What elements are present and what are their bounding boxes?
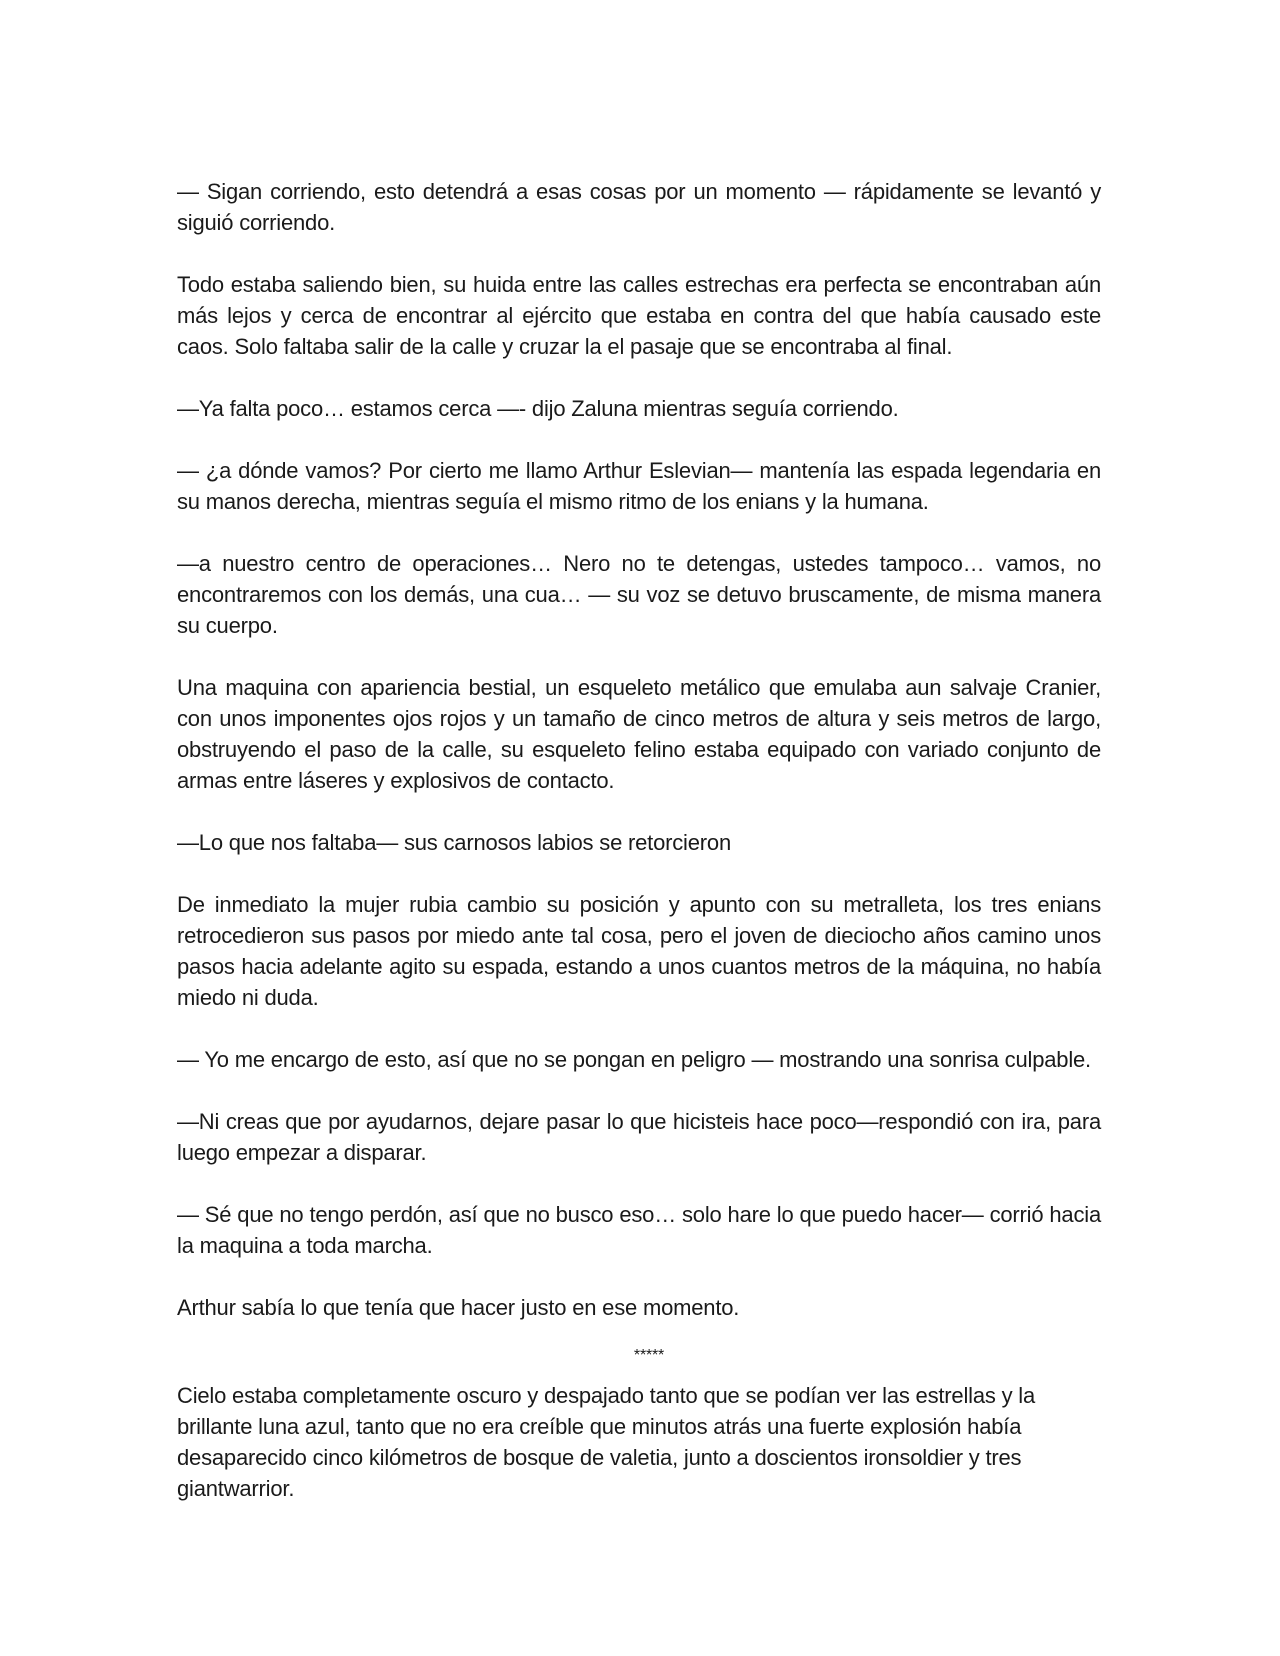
section-separator: *****: [633, 1347, 665, 1364]
document-page: [177, 176, 1101, 1535]
paragraph-9: — Yo me encargo de esto, así que no se pongan en peligro — mostrando una sonrisa culpable.: [177, 1047, 1091, 1072]
final-paragraph: Cielo estaba completamente oscuro y despajado tanto que se podían ver las estrellas y la brillante luna azul, tanto que no era creíble que minutos atrás una fuerte explosión había desaparecido cinco kilómetros de bosque de valetia, junto a doscientos ironsoldier y tres giantwarrior.: [177, 1383, 1036, 1501]
paragraph-12: Arthur sabía lo que tenía que hacer justo en ese momento.: [177, 1295, 740, 1320]
paragraph-5: —a nuestro centro de operaciones… Nero no te detengas, ustedes tampoco… vamos, no encontraremos con los demás, una cua… — su voz se detuvo bruscamente, de misma manera su cuerpo.: [177, 551, 1101, 638]
paragraph-2: Todo estaba saliendo bien, su huida entre las calles estrechas era perfecta se encontraban aún más lejos y cerca de encontrar al ejército que estaba en contra del que había causado este caos. Solo faltaba salir de la calle y cruzar la el pasaje que se encontraba al final.: [177, 272, 1101, 359]
paragraph-11: — Sé que no tengo perdón, así que no busco eso… solo hare lo que puedo hacer— corrió hacia la maquina a toda marcha.: [177, 1202, 1101, 1258]
paragraph-3: —Ya falta poco… estamos cerca —- dijo Zaluna mientras seguía corriendo.: [177, 396, 899, 421]
paragraph-1: — Sigan corriendo, esto detendrá a esas cosas por un momento — rápidamente se levantó y siguió corriendo.: [177, 179, 1101, 235]
paragraph-4: — ¿a dónde vamos? Por cierto me llamo Arthur Eslevian— mantenía las espada legendaria en su manos derecha, mientras seguía el mismo ritmo de los enians y la humana.: [177, 458, 1101, 514]
paragraph-6: Una maquina con apariencia bestial, un esqueleto metálico que emulaba aun salvaje Cranier, con unos imponentes ojos rojos y un tamaño de cinco metros de altura y seis metros de largo, obstruyendo el paso de la calle, su esqueleto felino estaba equipado con variado conjunto de armas entre láseres y explosivos de contacto.: [177, 675, 1101, 793]
paragraph-7: —Lo que nos faltaba— sus carnosos labios se retorcieron: [177, 830, 731, 855]
paragraph-8: De inmediato la mujer rubia cambio su posición y apunto con su metralleta, los tres enians retrocedieron sus pasos por miedo ante tal cosa, pero el joven de dieciocho años camino unos pasos hacia adelante agito su espada, estando a unos cuantos metros de la máquina, no había miedo ni duda.: [177, 892, 1101, 1010]
paragraph-10: —Ni creas que por ayudarnos, dejare pasar lo que hicisteis hace poco—respondió con ira, para luego empezar a disparar.: [177, 1109, 1101, 1165]
